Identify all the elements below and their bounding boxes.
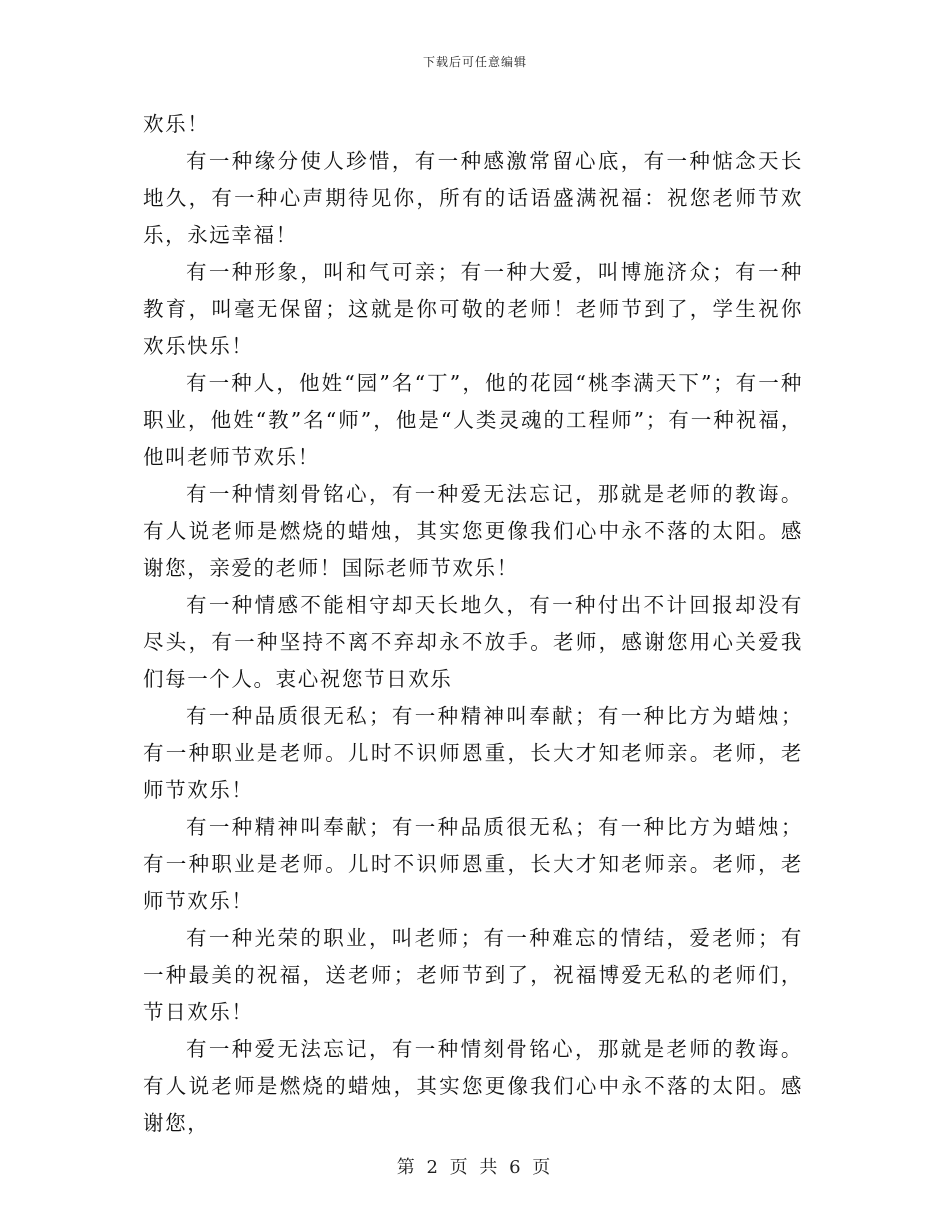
paragraph: 有一种光荣的职业，叫老师；有一种难忘的情结，爱老师；有一种最美的祝福，送老师；老师节到了，祝福博爱无私的老师们，节日欢乐！ <box>143 926 803 1024</box>
page-header: 下载后可任意编辑 <box>422 55 527 69</box>
paragraph: 有一种缘分使人珍惜，有一种感激常留心底，有一种惦念天长地久，有一种心声期待见你，所有的话语盛满祝福：祝您老师节欢乐，永远幸福！ <box>143 149 803 247</box>
paragraph: 有一种人，他姓“园”名“丁”，他的花园“桃李满天下”；有一种职业，他姓“教”名“师”，他是“人类灵魂的工程师”；有一种祝福，他叫老师节欢乐！ <box>143 371 803 469</box>
paragraph: 有一种精神叫奉献；有一种品质很无私；有一种比方为蜡烛；有一种职业是老师。儿时不识师恩重，长大才知老师亲。老师，老师节欢乐！ <box>143 815 803 913</box>
paragraph: 有一种品质很无私；有一种精神叫奉献；有一种比方为蜡烛；有一种职业是老师。儿时不识师恩重，长大才知老师亲。老师，老师节欢乐！ <box>143 704 803 802</box>
paragraph: 有一种形象，叫和气可亲；有一种大爱，叫博施济众；有一种教育，叫毫无保留；这就是你可敬的老师！老师节到了，学生祝你欢乐快乐！ <box>143 260 803 358</box>
page-number-footer: 第 2 页 共 6 页 <box>396 1157 554 1178</box>
paragraph: 有一种爱无法忘记，有一种情刻骨铭心，那就是老师的教诲。有人说老师是燃烧的蜡烛，其实您更像我们心中永不落的太阳。感谢您， <box>143 1037 803 1135</box>
paragraph: 有一种情感不能相守却天长地久，有一种付出不计回报却没有尽头，有一种坚持不离不弃却永不放手。老师，感谢您用心关爱我们每一个人。衷心祝您节日欢乐 <box>143 593 803 691</box>
paragraph: 有一种情刻骨铭心，有一种爱无法忘记，那就是老师的教诲。有人说老师是燃烧的蜡烛，其实您更像我们心中永不落的太阳。感谢您，亲爱的老师！国际老师节欢乐！ <box>143 482 803 580</box>
document-body <box>143 106 803 1142</box>
paragraph-continuation: 欢乐！ <box>143 112 210 136</box>
